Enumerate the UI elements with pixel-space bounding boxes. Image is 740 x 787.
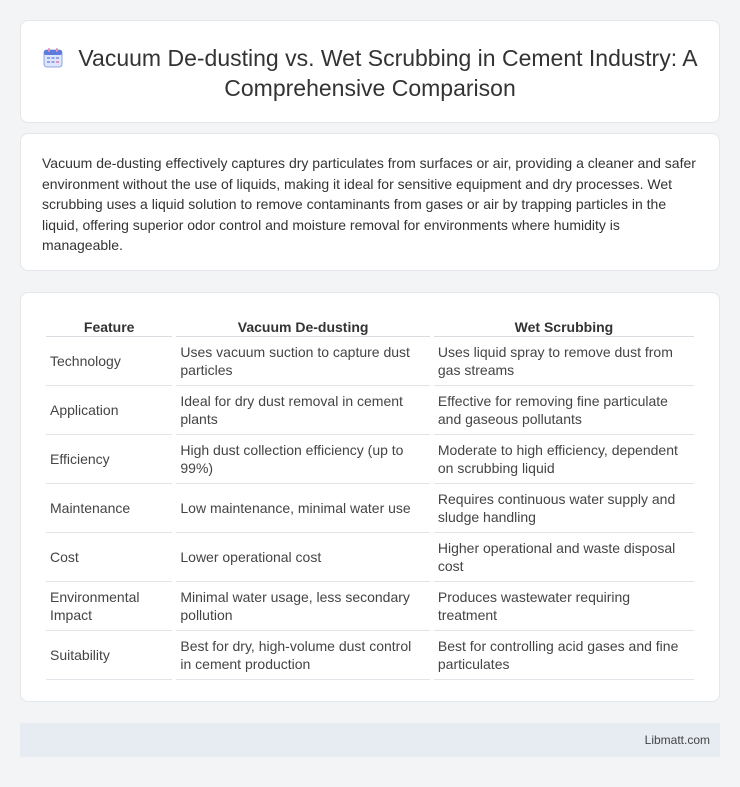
table-row — [46, 386, 694, 435]
wet-cell: Moderate to high efficiency, dependent on scrubbing liquid — [434, 435, 694, 484]
feature-cell: Application — [46, 386, 172, 435]
vacuum-cell: Uses vacuum suction to capture dust particles — [176, 337, 430, 386]
calendar-icon — [42, 47, 64, 69]
header-wet-scrubbing: Wet Scrubbing — [434, 315, 694, 337]
feature-cell: Cost — [46, 533, 172, 582]
vacuum-cell: Best for dry, high-volume dust control in cement production — [176, 631, 430, 680]
table-row — [46, 631, 694, 680]
table-row — [46, 533, 694, 582]
wet-cell: Requires continuous water supply and sludge handling — [434, 484, 694, 533]
feature-cell: Environmental Impact — [46, 582, 172, 631]
table-row — [46, 484, 694, 533]
header-feature: Feature — [46, 315, 172, 337]
wet-cell: Higher operational and waste disposal cost — [434, 533, 694, 582]
wet-cell: Produces wastewater requiring treatment — [434, 582, 694, 631]
vacuum-cell: Minimal water usage, less secondary pollution — [176, 582, 430, 631]
comparison-table — [42, 315, 698, 680]
wet-cell: Effective for removing fine particulate and gaseous pollutants — [434, 386, 694, 435]
intro-paragraph: Vacuum de-dusting effectively captures dry particulates from surfaces or air, providing a cleaner and safer environment without the use of liquids, making it ideal for sensitive equipment and dry processes. Wet scrubbing uses a liquid solution to remove contaminants from gases or air by trapping particles in the liquid, offering superior odor control and moisture removal for environments where humidity is manageable. — [42, 155, 696, 253]
intro-card — [20, 133, 720, 271]
vacuum-cell: Lower operational cost — [176, 533, 430, 582]
vacuum-cell: Low maintenance, minimal water use — [176, 484, 430, 533]
title-card — [20, 20, 720, 123]
feature-cell: Suitability — [46, 631, 172, 680]
feature-cell: Technology — [46, 337, 172, 386]
feature-cell: Maintenance — [46, 484, 172, 533]
page-title-wrap — [21, 43, 719, 103]
wet-cell: Uses liquid spray to remove dust from gas streams — [434, 337, 694, 386]
header-vacuum-de-dusting: Vacuum De-dusting — [176, 315, 430, 337]
table-row — [46, 582, 694, 631]
feature-cell: Efficiency — [46, 435, 172, 484]
table-header-row — [46, 315, 694, 337]
table-row — [46, 435, 694, 484]
page-title: Vacuum De-dusting vs. Wet Scrubbing in Cement Industry: A Comprehensive Comparison — [78, 45, 698, 101]
table-row — [46, 337, 694, 386]
wet-cell: Best for controlling acid gases and fine particulates — [434, 631, 694, 680]
vacuum-cell: Ideal for dry dust removal in cement plants — [176, 386, 430, 435]
vacuum-cell: High dust collection efficiency (up to 99%) — [176, 435, 430, 484]
footer — [20, 723, 720, 757]
comparison-table-card — [20, 292, 720, 702]
footer-brand-link[interactable]: Libmatt.com — [644, 733, 710, 747]
